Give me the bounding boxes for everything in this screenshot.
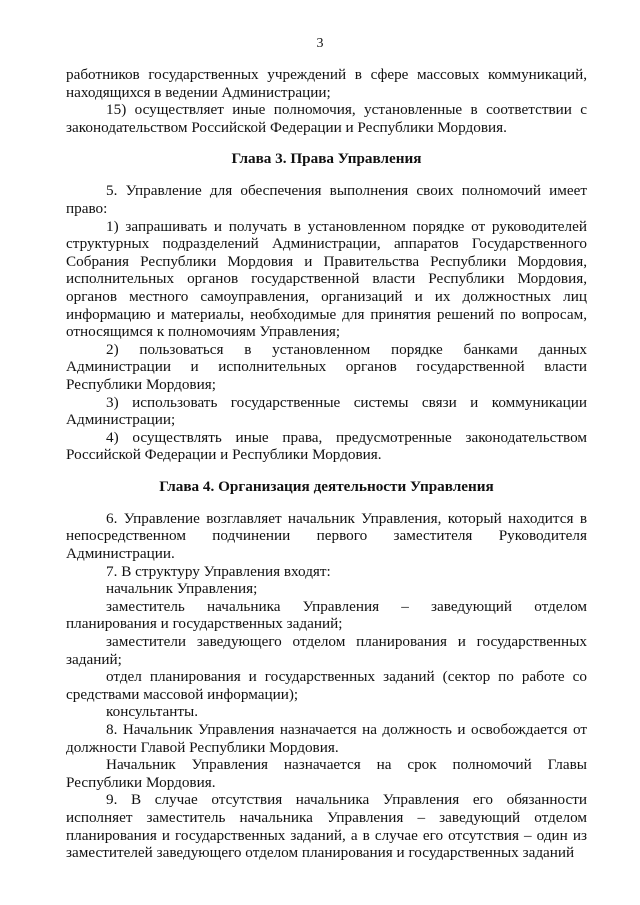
paragraph: заместитель начальника Управления – заведующий отделом планирования и государственных заданий; [66, 597, 587, 633]
paragraph: 7. В структуру Управления входят: [106, 562, 331, 580]
paragraph: начальник Управления; [106, 580, 258, 598]
document-body [66, 66, 587, 862]
paragraph: 15) осуществляет иные полномочия, установленные в соответствии с законодательством Российской Федерации и Республики Мордовия. [66, 101, 587, 136]
paragraph: 9. В случае отсутствия начальника Управления его обязанности исполняет заместитель начальника Управления – заведующий отделом планирования и государственных заданий, а в случае его отсутствия – один из заместителей заведующего отделом планирования и государственных заданий [66, 791, 587, 862]
paragraph: консультанты. [106, 703, 199, 721]
paragraph: 4) осуществлять иные права, предусмотренные законодательством Российской Федерации и Республики Мордовия. [66, 428, 587, 464]
paragraph: работников государственных учреждений в сфере массовых коммуникаций, находящихся в ведении Администрации; [66, 66, 587, 101]
paragraph: 2) пользоваться в установленном порядке банками данных Администрации и исполнительных органов государственной власти Республики Мордовия; [66, 340, 587, 393]
chapter-heading: Глава 4. Организация деятельности Управления [159, 477, 494, 495]
paragraph: Начальник Управления назначается на срок полномочий Главы Республики Мордовия. [66, 756, 587, 791]
page-number: 3 [316, 36, 324, 51]
paragraph: отдел планирования и государственных заданий (сектор по работе со средствами массовой информации); [66, 668, 587, 703]
chapter-heading: Глава 3. Права Управления [231, 150, 422, 168]
paragraph: 6. Управление возглавляет начальник Управления, который находится в непосредственном подчинении первого заместителя Руководителя Администрации. [66, 509, 587, 563]
paragraph: 3) использовать государственные системы связи и коммуникации Администрации; [66, 393, 587, 429]
paragraph: заместители заведующего отделом планирования и государственных заданий; [66, 633, 587, 668]
paragraph: 5. Управление для обеспечения выполнения своих полномочий имеет право: [66, 182, 587, 217]
paragraph: 8. Начальник Управления назначается на должность и освобождается от должности Главой Республики Мордовия. [66, 721, 587, 756]
paragraph: 1) запрашивать и получать в установленном порядке от руководителей структурных подразделений Администрации, аппаратов Государственного Собрания Республики Мордовия и Правительства Республики Мордовия, исполнительных органов государственной власти Республики Мордовия, органов местного самоуправления, организаций и их должностных лиц информацию и материалы, необходимые для принятия решений по вопросам, относящимся к полномочиям Управления; [66, 217, 587, 341]
